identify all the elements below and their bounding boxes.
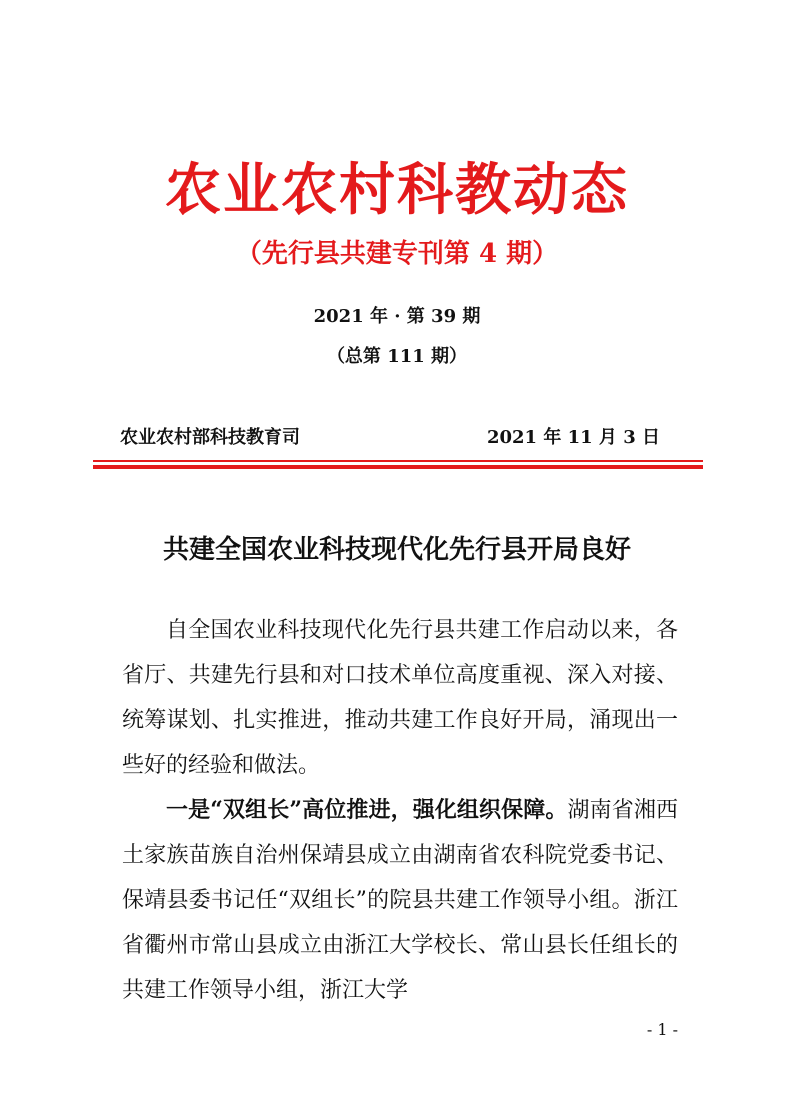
total-issue-number: （总第 111 期） [326, 346, 468, 367]
publisher-name: 农业农村部科技教育司 [120, 427, 300, 448]
publication-date: 2021 年 11 月 3 日 [486, 427, 660, 448]
issue-number: 2021 年 · 第 39 期 [313, 306, 481, 327]
article-body [122, 608, 678, 1013]
header-rule-thick [93, 465, 703, 469]
article-title: 共建全国农业科技现代化先行县开局良好 [162, 535, 631, 565]
paragraph-text: 湖南省湘西土家族苗族自治州保靖县成立由湖南省农科院党委书记、保靖县委书记任“双组长”的院县共建工作领导小组。浙江省衢州市常山县成立由浙江大学校长、常山县长任组长的共建工作领导小组，浙江大学 [122, 798, 678, 1003]
page-number: - 1 - [646, 1020, 678, 1039]
masthead-title: 农业农村科教动态 [165, 157, 629, 223]
header-rule-thin [93, 460, 703, 462]
paragraph-point-one [122, 788, 678, 1013]
paragraph-lead: 一是“双组长”高位推进，强化组织保障。 [166, 797, 568, 823]
masthead-subtitle: （先行县共建专刊第 4 期） [235, 239, 559, 269]
paragraph-intro: 自全国农业科技现代化先行县共建工作启动以来，各省厅、共建先行县和对口技术单位高度重视、深入对接、统筹谋划、扎实推进，推动共建工作良好开局，涌现出一些好的经验和做法。 [122, 618, 678, 778]
